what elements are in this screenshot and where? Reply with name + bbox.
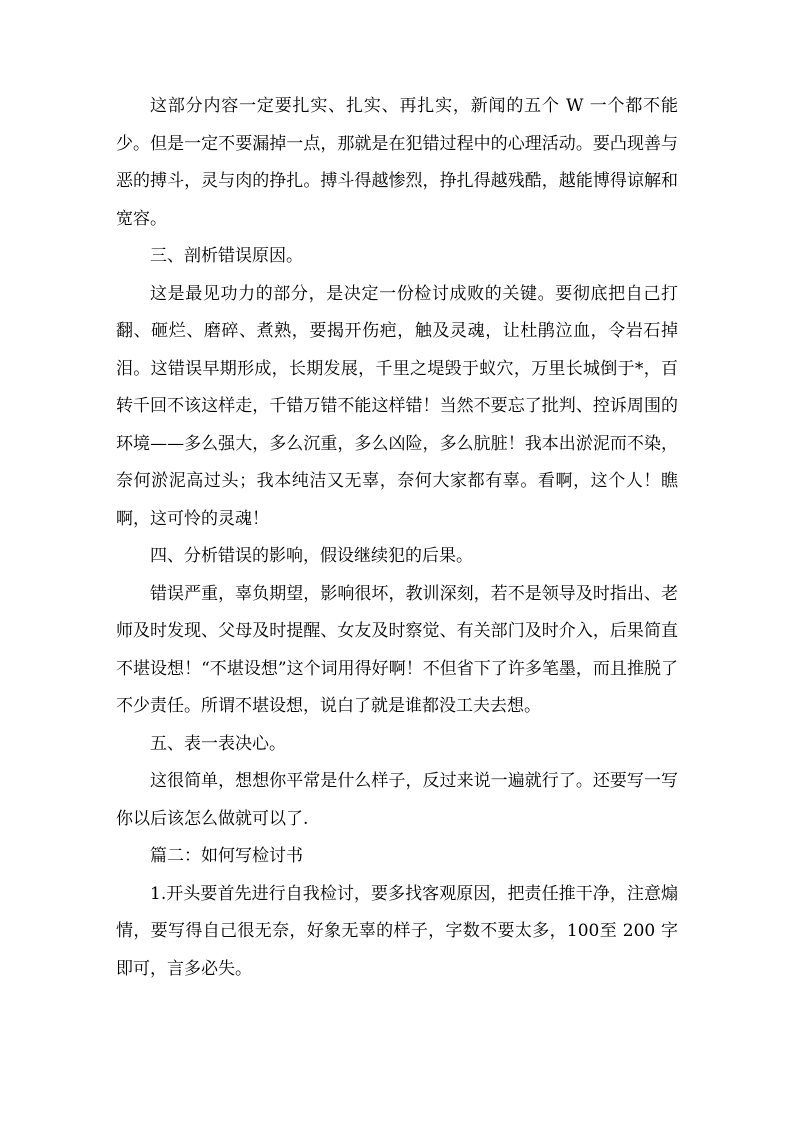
paragraph-analyze-causes: 这是最见功力的部分，是决定一份检讨成败的关键。要彻底把自己打翻、砸烂、磨碎、煮熟，要揭开伤疤，触及灵魂，让杜鹃泣血，令岩石掉泪。这错误早期形成，长期发展，千里之堤毁于蚁穴，万里长城倒于*，百转千回不该这样走，千错万错不能这样错！当然不要忘了批判、控诉周围的环境——多么强大，多么沉重，多么凶险，多么肮脏！我本出淤泥而不染，奈何淤泥高过头；我本纯洁又无辜，奈何大家都有辜。看啊，这个人！瞧啊，这可怜的灵魂！	[116, 283, 678, 529]
section-heading-resolution: 五、表一表决心。	[150, 733, 286, 754]
section-heading-analyze-impact: 四、分析错误的影响，假设继续犯的后果。	[150, 546, 473, 566]
paragraph-opening-advice: 1.开头要首先进行自我检讨，要多找客观原因，把责任推干净，注意煽情，要写得自己很无奈，好象无辜的样子，字数不要太多，100至 200 字即可，言多必失。	[116, 883, 678, 979]
section-heading-analyze-causes: 三、剖析错误原因。	[150, 246, 303, 266]
paragraph-narrative-details: 这部分内容一定要扎实、扎实、再扎实，新闻的五个 W 一个都不能少。但是一定不要漏掉一点，那就是在犯错过程中的心理活动。要凸现善与恶的搏斗，灵与肉的挣扎。搏斗得越惨烈，挣扎得越残酷，越能博得谅解和宽容。	[116, 96, 678, 229]
paragraph-resolution: 这很简单，想想你平常是什么样子，反过来说一遍就行了。还要写一写你以后该怎么做就可以了.	[116, 771, 678, 829]
document-page	[116, 88, 678, 988]
article-title-part-two: 篇二：如何写检讨书	[150, 846, 303, 866]
paragraph-analyze-impact: 错误严重，辜负期望，影响很坏，教训深刻，若不是领导及时指出、老师及时发现、父母及时提醒、女友及时察觉、有关部门及时介入，后果简直不堪设想！“不堪设想”这个词用得好啊！不但省下了许多笔墨，而且推脱了不少责任。所谓不堪设想，说白了就是谁都没工夫去想。	[116, 583, 678, 716]
